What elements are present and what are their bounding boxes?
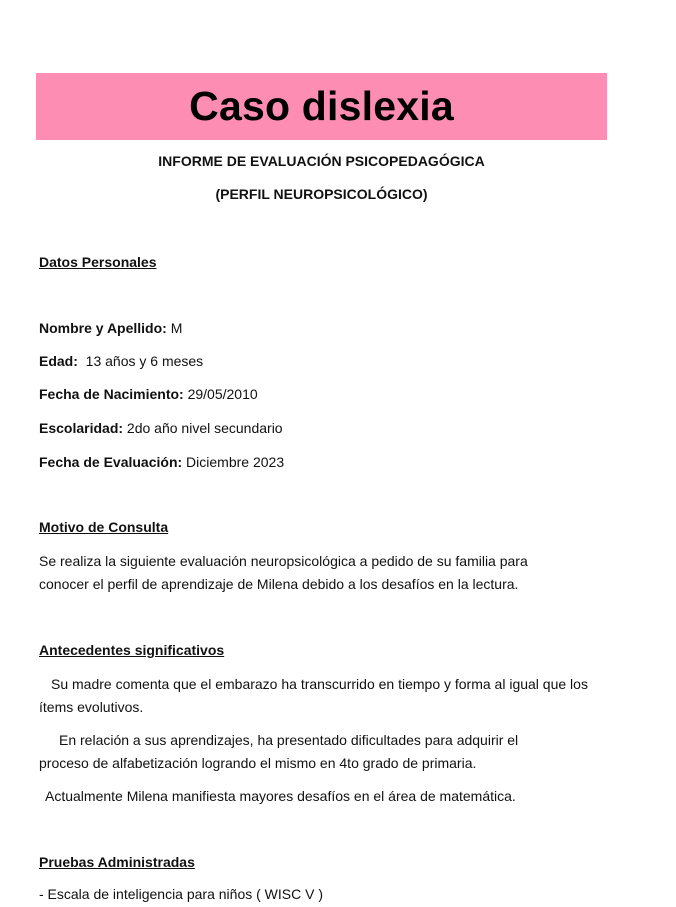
field-escolaridad-label: Escolaridad:	[39, 420, 124, 436]
title-banner	[36, 73, 607, 140]
field-nombre	[39, 320, 182, 336]
antecedentes-paragraph: En relación a sus aprendizajes, ha presentado dificultades para adquirir el proceso de alfabetización logrando el mismo en 4to grado de primaria.	[39, 732, 519, 771]
pruebas-item: - Escala de inteligencia para niños ( WISC V )	[39, 886, 324, 902]
field-fecha-evaluacion-label: Fecha de Evaluación:	[39, 454, 183, 470]
field-fecha-nacimiento	[39, 386, 258, 402]
motivo-consulta-text: Se realiza la siguiente evaluación neuropsicológica a pedido de su familia para conocer el perfil de aprendizaje de Milena debido a los desafíos en la lectura.	[39, 553, 528, 592]
field-edad-value: 13 años y 6 meses	[77, 353, 204, 369]
antecedentes-paragraph: Actualmente Milena manifiesta mayores desafíos en el área de matemática.	[45, 788, 516, 804]
field-fecha-nacimiento-label: Fecha de Nacimiento:	[39, 386, 184, 402]
pruebas-heading: Pruebas Administradas	[39, 854, 195, 870]
field-fecha-nacimiento-value: 29/05/2010	[183, 386, 258, 402]
field-escolaridad-value: 2do año nivel secundario	[123, 420, 283, 436]
antecedentes-heading: Antecedentes significativos	[39, 642, 225, 658]
field-nombre-value: M	[166, 320, 183, 336]
report-profile-subtitle: (PERFIL NEUROPSICOLÓGICO)	[215, 186, 428, 202]
field-edad-label: Edad:	[39, 353, 78, 369]
field-escolaridad	[39, 420, 283, 436]
antecedentes-paragraph: Su madre comenta que el embarazo ha transcurrido en tiempo y forma al igual que los ítems evolutivos.	[39, 676, 588, 715]
datos-personales-heading: Datos Personales	[39, 254, 157, 270]
report-subtitle: INFORME DE EVALUACIÓN PSICOPEDAGÓGICA	[158, 153, 485, 169]
document-title: Caso dislexia	[189, 83, 454, 129]
field-edad	[39, 353, 203, 369]
field-fecha-evaluacion-value: Diciembre 2023	[182, 454, 285, 470]
field-nombre-label: Nombre y Apellido:	[39, 320, 167, 336]
motivo-consulta-heading: Motivo de Consulta	[39, 519, 169, 535]
field-fecha-evaluacion	[39, 454, 284, 470]
